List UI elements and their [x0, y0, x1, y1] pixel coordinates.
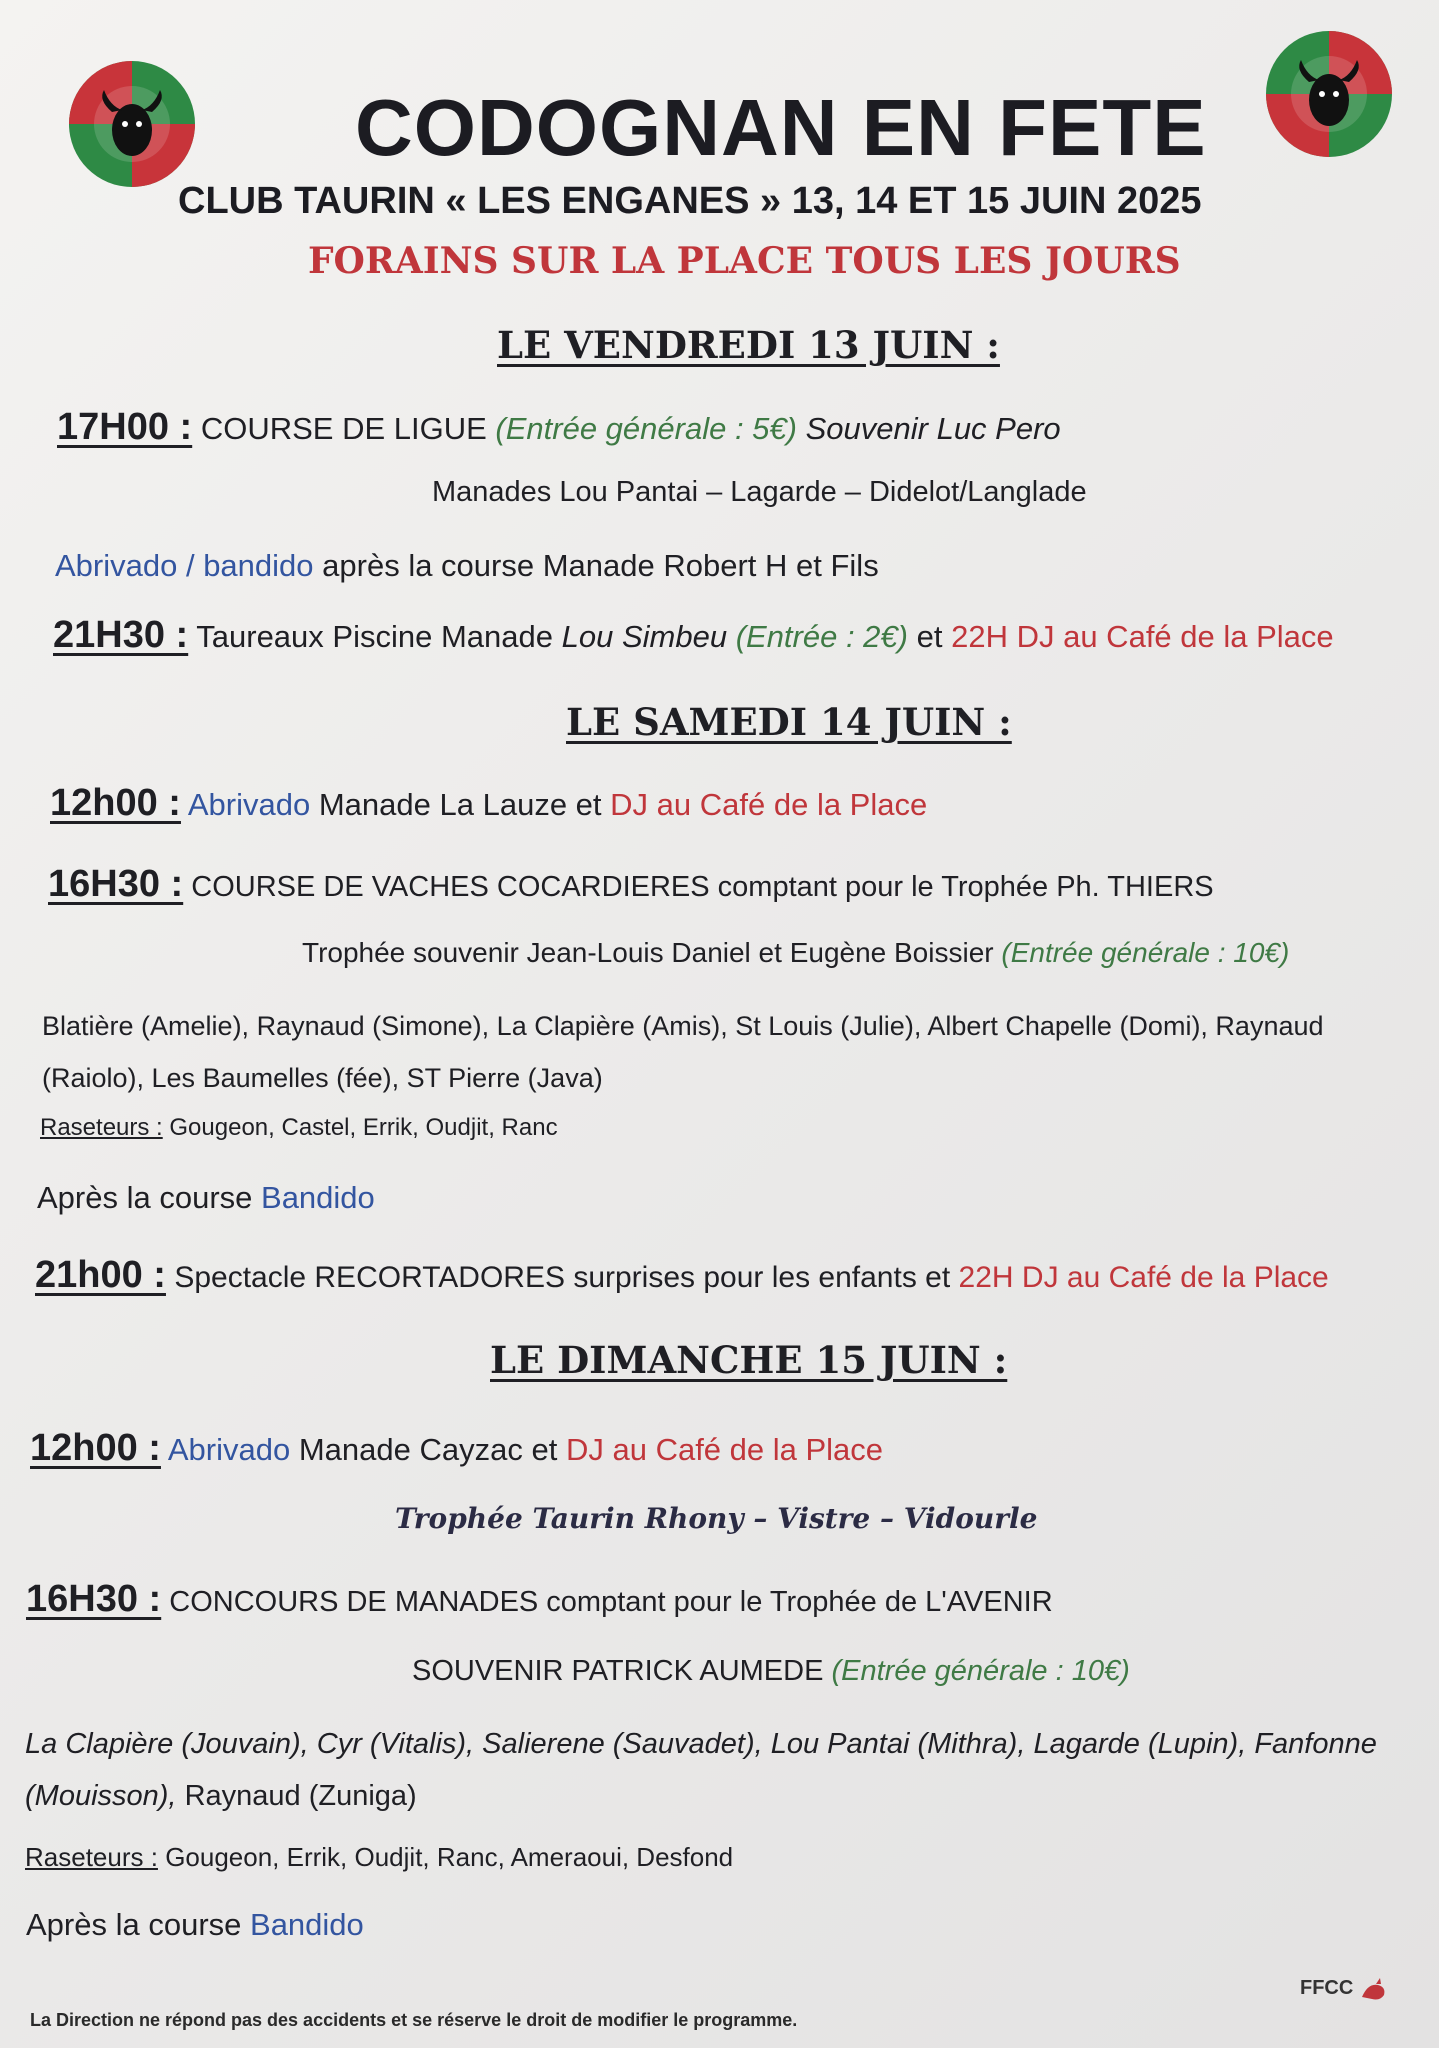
event-time: 12h00 :: [30, 1427, 161, 1469]
event-time: 21H30 :: [53, 614, 189, 656]
event-price: (Entrée générale : 5€): [495, 411, 797, 446]
manades-list-rest: Raynaud (Zuniga): [184, 1780, 417, 1812]
manades-list-line: (Raiolo), Les Baumelles (fée), ST Pierre (Java): [42, 1063, 603, 1093]
day-heading-dimanche: LE DIMANCHE 15 JUIN :: [490, 1338, 1008, 1382]
raseteurs-samedi: [40, 1114, 558, 1142]
apres-course-dimanche: [26, 1907, 364, 1943]
event-vendredi-21h30: [53, 614, 1334, 657]
event-time: 12h00 :: [50, 782, 181, 824]
bull-logo-icon: [68, 60, 196, 188]
raseteurs-names: Gougeon, Errik, Oudjit, Ranc, Ameraoui, Desfond: [165, 1842, 734, 1872]
souvenir-title: SOUVENIR PATRICK AUMEDE: [412, 1655, 824, 1687]
apres-course-samedi: [37, 1180, 375, 1216]
day-heading-vendredi: LE VENDREDI 13 JUIN :: [497, 323, 1000, 367]
abrivado-label: Abrivado: [167, 1432, 291, 1467]
raseteurs-label: Raseteurs :: [25, 1842, 158, 1872]
apres-label: Après la course: [37, 1180, 253, 1215]
disclaimer: La Direction ne répond pas des accidents et se réserve le droit de modifier le programme.: [30, 2010, 798, 2030]
day-heading-samedi: LE SAMEDI 14 JUIN :: [566, 700, 1012, 744]
event-connector: et: [916, 619, 943, 654]
event-dimanche-12h: [30, 1427, 883, 1470]
event-time: 16H30 :: [26, 1578, 162, 1620]
apres-label: Après la course: [26, 1907, 242, 1942]
forains-banner: FORAINS SUR LA PLACE TOUS LES JOURS: [308, 240, 1181, 282]
abrivado-label: Abrivado: [187, 787, 311, 822]
manades-list-line: La Clapière (Jouvain), Cyr (Vitalis), Salierene (Sauvadet), Lou Pantai (Mithra), Lagarde (Lupin), Fanfonne: [25, 1728, 1377, 1760]
event-title: COURSE DE VACHES COCARDIERES comptant pour le Trophée Ph. THIERS: [191, 871, 1214, 903]
souvenir-line: [412, 1655, 1130, 1688]
event-price: (Entrée générale : 10€): [831, 1655, 1130, 1687]
club-logo-left: [68, 60, 196, 188]
event-title: COURSE DE LIGUE: [200, 411, 487, 446]
manades-list-italic: (Mouisson),: [25, 1780, 177, 1812]
event-title: CONCOURS DE MANADES comptant pour le Trophée de L'AVENIR: [169, 1586, 1053, 1618]
event-samedi-16h30: [48, 863, 1214, 906]
abrivado-label: Abrivado / bandido: [55, 548, 314, 583]
event-dj: DJ au Café de la Place: [610, 787, 928, 822]
raseteurs-label: Raseteurs :: [40, 1114, 163, 1141]
event-manade: Lou Simbeu: [561, 619, 728, 654]
event-title: Manade La Lauze et: [318, 787, 602, 822]
ffcc-logo: [1300, 1975, 1388, 2005]
event-samedi-12h: [50, 782, 927, 825]
event-vendredi-17h: [57, 406, 1061, 449]
trophee-taurin-line: Trophée Taurin Rhony – Vistre – Vidourle: [395, 1502, 1038, 1535]
event-souvenir: Souvenir Luc Pero: [805, 411, 1061, 446]
club-logo-right: [1265, 30, 1393, 158]
raseteurs-dimanche: [25, 1842, 733, 1873]
abrivado-line: [55, 548, 879, 584]
manades-list-line: [25, 1770, 1405, 1822]
manades-list-dimanche: [25, 1718, 1405, 1822]
event-title: Spectacle RECORTADORES surprises pour les enfants et: [174, 1261, 951, 1294]
ffcc-label: FFCC: [1300, 1977, 1354, 2000]
event-samedi-21h: [35, 1254, 1329, 1297]
abrivado-detail: après la course Manade Robert H et Fils: [322, 548, 879, 583]
manades-line: Manades Lou Pantai – Lagarde – Didelot/Langlade: [432, 476, 1087, 508]
bandido-label: Bandido: [250, 1907, 364, 1942]
event-dj: DJ au Café de la Place: [565, 1432, 884, 1467]
bandido-label: Bandido: [261, 1180, 375, 1215]
event-dimanche-16h30: [26, 1578, 1053, 1621]
event-time: 21h00 :: [35, 1254, 166, 1296]
bull-silhouette-icon: [1358, 1975, 1388, 2005]
trophee-title: Trophée souvenir Jean-Louis Daniel et Eugène Boissier: [302, 937, 994, 968]
event-title: Manade Cayzac et: [298, 1432, 558, 1467]
event-dj: 22H DJ au Café de la Place: [958, 1261, 1329, 1294]
page-title: CODOGNAN EN FETE: [355, 83, 1207, 172]
trophee-souvenir-line: [302, 937, 1289, 969]
manades-list-line: Blatière (Amelie), Raynaud (Simone), La Clapière (Amis), St Louis (Julie), Albert Chapelle (Domi), Raynaud: [42, 1011, 1324, 1041]
raseteurs-names: Gougeon, Castel, Errik, Oudjit, Ranc: [169, 1114, 558, 1141]
event-time: 16H30 :: [48, 863, 184, 905]
event-price: (Entrée : 2€): [735, 619, 908, 654]
bull-logo-icon: [1265, 30, 1393, 158]
event-dj: 22H DJ au Café de la Place: [951, 619, 1334, 654]
manades-list-samedi: [42, 1000, 1412, 1104]
event-price: (Entrée générale : 10€): [1001, 937, 1290, 968]
event-time: 17H00 :: [57, 406, 193, 448]
event-title: Taureaux Piscine Manade: [196, 619, 553, 654]
page-subtitle: CLUB TAURIN « LES ENGANES » 13, 14 ET 15 JUIN 2025: [178, 180, 1202, 222]
